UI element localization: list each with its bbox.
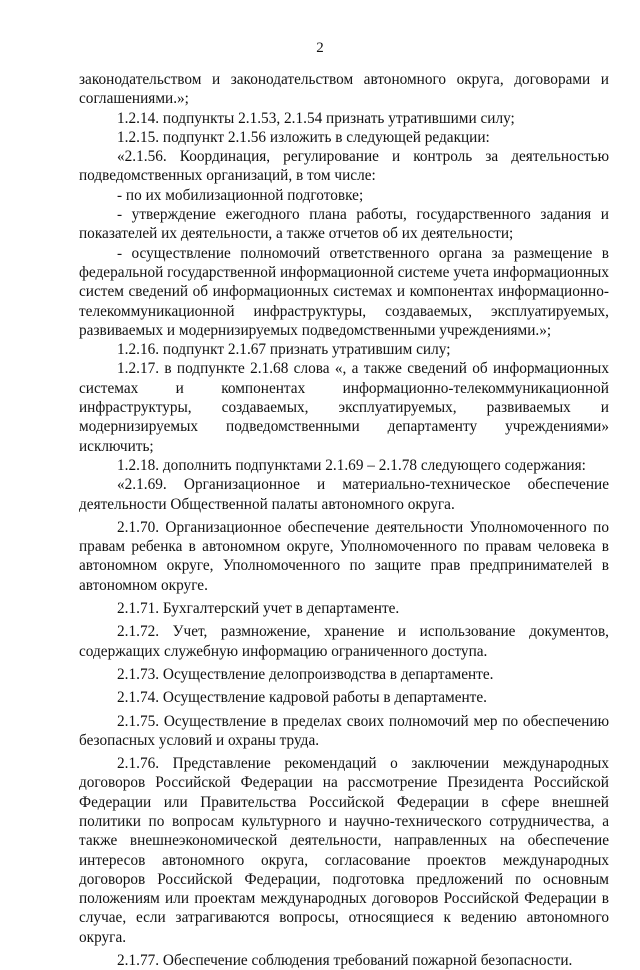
paragraph-list-item: - осуществление полномочий ответственного органа за размещение в федеральной государственной информационной системе учета информационных систем сведений об информационных системах и компонентах информационно-телекоммуникационной инфраструктуры, создаваемых, эксплуатируемых, развиваемых и модернизируемых подведомственными учреждениями.»;: [79, 244, 609, 339]
paragraph-1-2-15: 1.2.15. подпункт 2.1.56 изложить в следующей редакции:: [117, 128, 490, 146]
paragraph-1-2-14: 1.2.14. подпункты 2.1.53, 2.1.54 признать утратившими силу;: [117, 109, 515, 127]
paragraph-2-1-74: 2.1.74. Осуществление кадровой работы в департаменте.: [117, 689, 487, 707]
paragraph-1-2-17: 1.2.17. в подпункте 2.1.68 слова «, а также сведений об информационных системах и компонентах информационно-телекоммуникационной инфраструктуры, создаваемых, эксплуатируемых, развиваемых и модернизируемых подведомственными департаменту учреждениями» исключить;: [79, 360, 609, 455]
paragraph-2-1-70: 2.1.70. Организационное обеспечение деятельности Уполномоченного по правам ребенка в автономном округе, Уполномоченного по правам человека в автономном округе, Уполномоченного по защите прав предпринимателей в автономном округе.: [79, 518, 609, 594]
paragraph-1-2-16: 1.2.16. подпункт 2.1.67 признать утратившим силу;: [117, 341, 451, 359]
paragraph-2-1-75: 2.1.75. Осуществление в пределах своих полномочий мер по обеспечению безопасных условий и охраны труда.: [79, 712, 609, 749]
paragraph-2-1-69: «2.1.69. Организационное и материально-техническое обеспечение деятельности Общественной палаты автономного округа.: [79, 476, 609, 513]
paragraph-2-1-71: 2.1.71. Бухгалтерский учет в департаменте.: [117, 600, 400, 618]
paragraph-continuation: законодательством и законодательством автономного округа, договорами и соглашениями.»;: [79, 71, 609, 108]
document-body: [79, 70, 609, 970]
page-number: 2: [316, 40, 324, 56]
paragraph-2-1-76: 2.1.76. Представление рекомендаций о заключении международных договоров Российской Федерации на рассмотрение Президента Российской Федерации или Правительства Российской Федерации в сфере внешней политики по вопросам культурного и научно-технического сотрудничества, а также внешнеэкономической деятельности, направленных на обеспечение интересов автономного округа, согласование проектов международных договоров Российской Федерации, подготовка предложений по основным положениям или проектам международных договоров Российской Федерации в случае, если затрагиваются вопросы, относящиеся к ведению автономного округа.: [79, 755, 609, 946]
paragraph-1-2-18: 1.2.18. дополнить подпунктами 2.1.69 – 2.1.78 следующего содержания:: [117, 456, 586, 474]
paragraph-2-1-72: 2.1.72. Учет, размножение, хранение и использование документов, содержащих служебную информацию ограниченного доступа.: [79, 623, 609, 660]
paragraph-2-1-56: «2.1.56. Координация, регулирование и контроль за деятельностью подведомственных организаций, в том числе:: [79, 148, 609, 185]
paragraph-2-1-77: 2.1.77. Обеспечение соблюдения требований пожарной безопасности.: [117, 952, 573, 970]
paragraph-list-item: - по их мобилизационной подготовке;: [117, 186, 364, 204]
paragraph-list-item: - утверждение ежегодного плана работы, государственного задания и показателей их деятельности, а также отчетов об их деятельности;: [79, 206, 609, 243]
paragraph-2-1-73: 2.1.73. Осуществление делопроизводства в департаменте.: [117, 665, 494, 683]
